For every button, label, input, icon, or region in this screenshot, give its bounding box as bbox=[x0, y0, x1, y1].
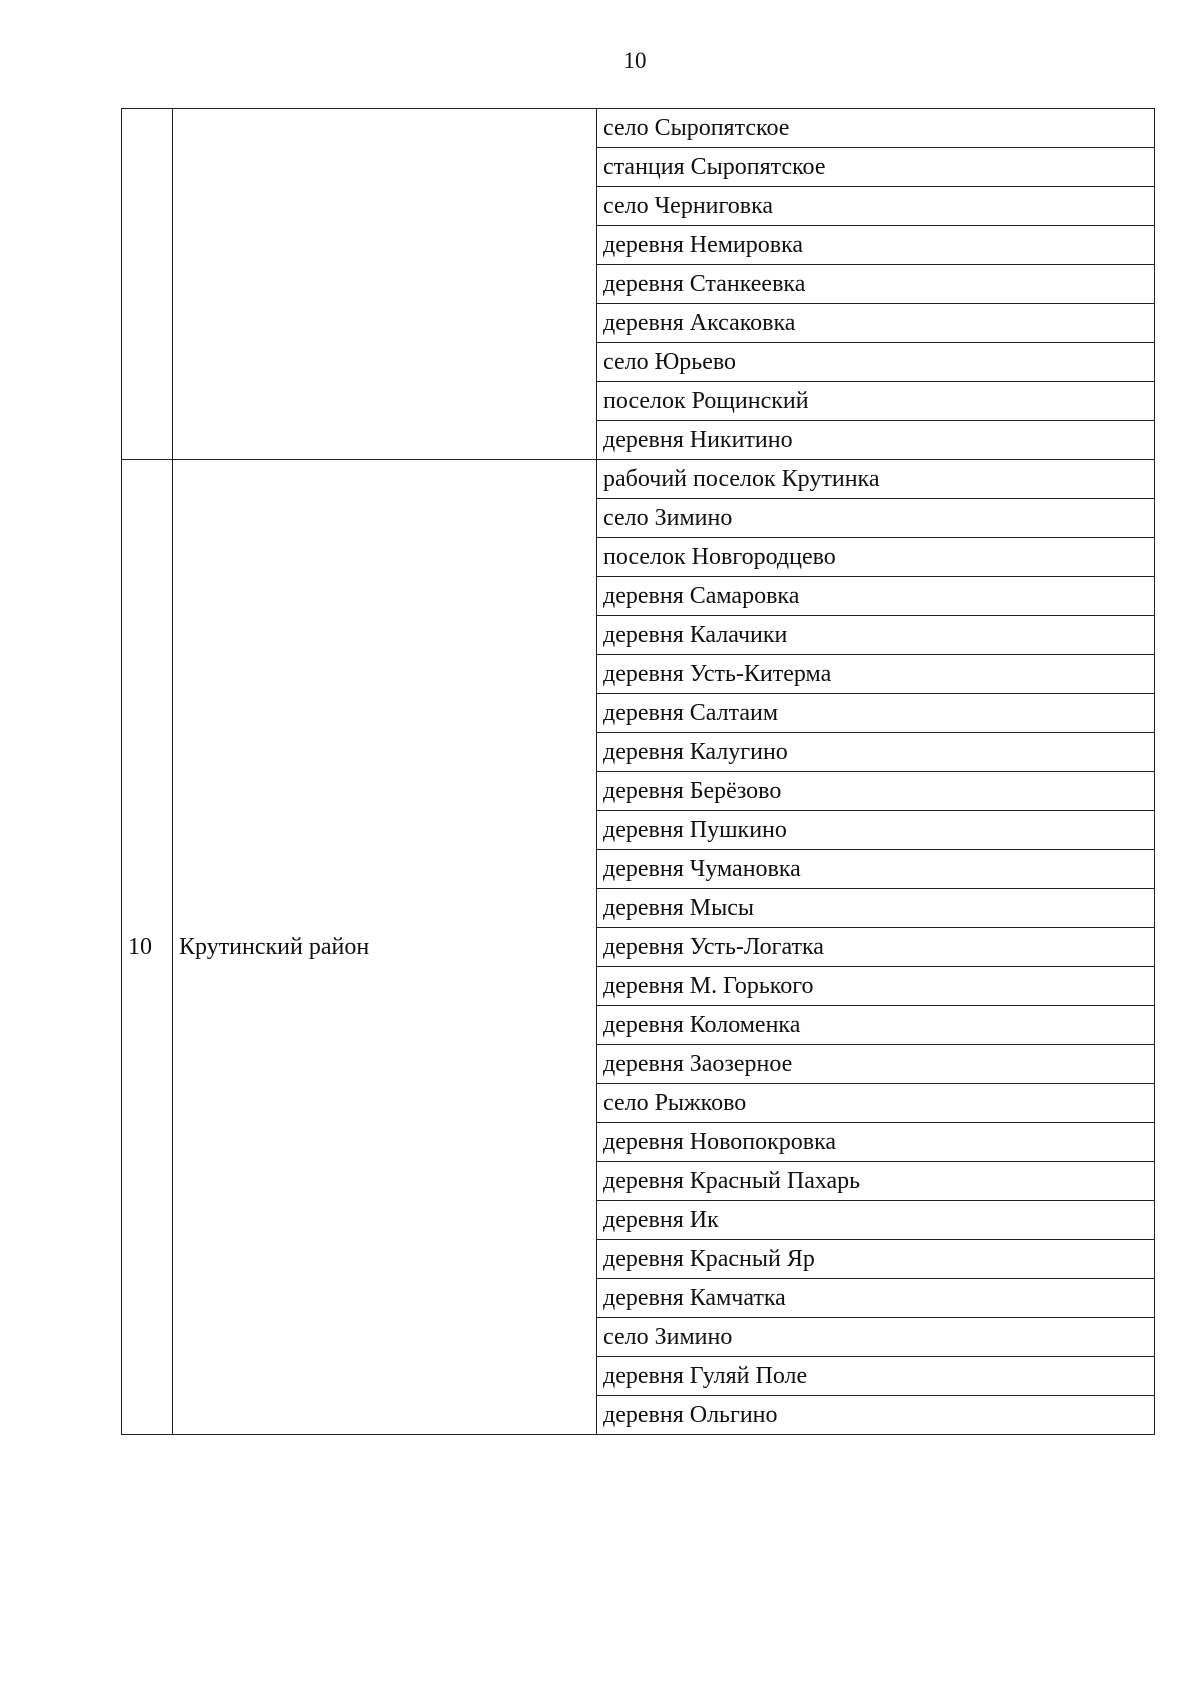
settlement-cell: деревня Усть-Китерма bbox=[597, 655, 1155, 694]
settlement-cell: станция Сыропятское bbox=[597, 148, 1155, 187]
settlement-cell: деревня Новопокровка bbox=[597, 1123, 1155, 1162]
settlement-cell: деревня Самаровка bbox=[597, 577, 1155, 616]
table-row bbox=[122, 460, 1155, 499]
settlement-cell: деревня Заозерное bbox=[597, 1045, 1155, 1084]
settlement-cell: деревня Гуляй Поле bbox=[597, 1357, 1155, 1396]
settlement-cell: деревня Калачики bbox=[597, 616, 1155, 655]
settlement-cell: село Рыжково bbox=[597, 1084, 1155, 1123]
settlement-cell: деревня Салтаим bbox=[597, 694, 1155, 733]
settlement-cell: село Сыропятское bbox=[597, 109, 1155, 148]
settlement-cell: деревня Камчатка bbox=[597, 1279, 1155, 1318]
settlement-cell: деревня Красный Пахарь bbox=[597, 1162, 1155, 1201]
settlement-cell: село Зимино bbox=[597, 1318, 1155, 1357]
settlements-table bbox=[121, 108, 1155, 1435]
settlement-cell: деревня Красный Яр bbox=[597, 1240, 1155, 1279]
settlement-cell: поселок Рощинский bbox=[597, 382, 1155, 421]
settlement-cell: деревня Ольгино bbox=[597, 1396, 1155, 1435]
settlement-cell: деревня Усть-Логатка bbox=[597, 928, 1155, 967]
settlement-cell: деревня Берёзово bbox=[597, 772, 1155, 811]
district-name-cell: Крутинский район bbox=[173, 460, 597, 1435]
settlement-cell: село Юрьево bbox=[597, 343, 1155, 382]
settlement-cell: деревня Мысы bbox=[597, 889, 1155, 928]
settlement-cell: деревня Калугино bbox=[597, 733, 1155, 772]
settlement-cell: рабочий поселок Крутинка bbox=[597, 460, 1155, 499]
settlement-cell: деревня Станкеевка bbox=[597, 265, 1155, 304]
table-row bbox=[122, 109, 1155, 148]
table-body bbox=[122, 109, 1155, 1435]
settlement-cell: деревня Пушкино bbox=[597, 811, 1155, 850]
settlement-cell: село Зимино bbox=[597, 499, 1155, 538]
page-number: 10 bbox=[623, 48, 647, 73]
settlement-cell: деревня Немировка bbox=[597, 226, 1155, 265]
settlement-cell: деревня Никитино bbox=[597, 421, 1155, 460]
settlement-cell: село Черниговка bbox=[597, 187, 1155, 226]
district-name-cell bbox=[173, 109, 597, 460]
settlement-cell: деревня Коломенка bbox=[597, 1006, 1155, 1045]
settlement-cell: деревня Ик bbox=[597, 1201, 1155, 1240]
district-number-cell bbox=[122, 109, 173, 460]
settlement-cell: деревня Чумановка bbox=[597, 850, 1155, 889]
settlement-cell: деревня М. Горького bbox=[597, 967, 1155, 1006]
district-number-cell: 10 bbox=[122, 460, 173, 1435]
settlement-cell: деревня Аксаковка bbox=[597, 304, 1155, 343]
settlement-cell: поселок Новгородцево bbox=[597, 538, 1155, 577]
